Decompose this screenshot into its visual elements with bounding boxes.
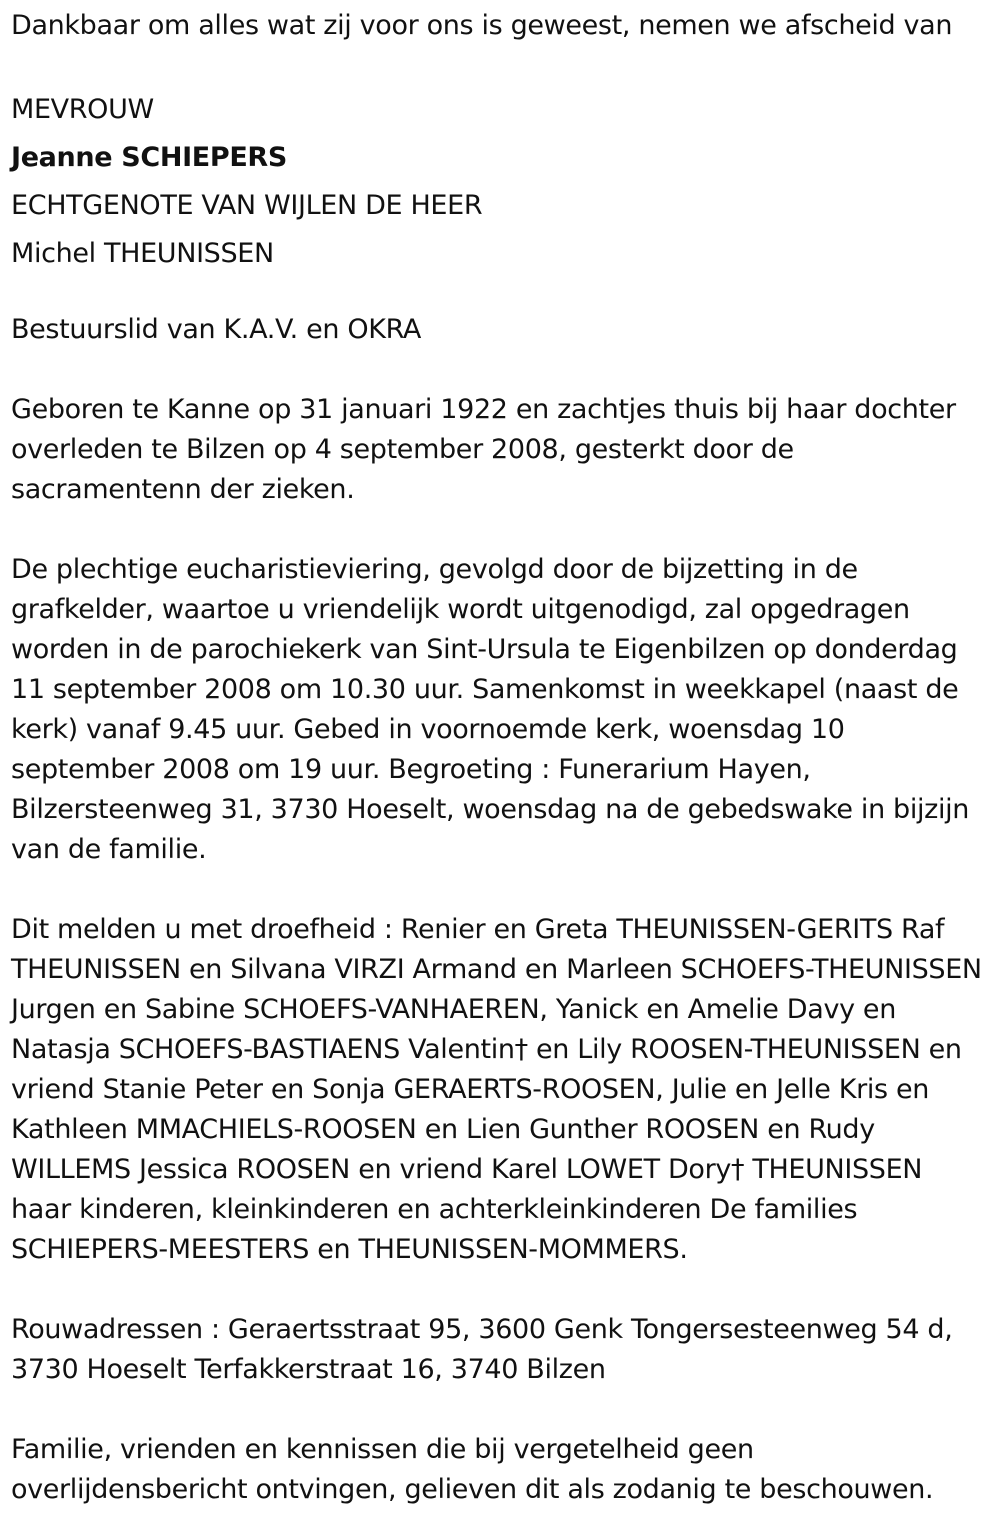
paragraph-line: 11 september 2008 om 10.30 uur. Samenkomst in weekkapel (naast de: [11, 674, 959, 705]
title-prefix: MEVROUW: [11, 94, 154, 125]
paragraph-line: grafkelder, waartoe u vriendelijk wordt uitgenodigd, zal opgedragen: [11, 594, 910, 625]
paragraph-line: vriend Stanie Peter en Sonja GERAERTS-ROOSEN, Julie en Jelle Kris en: [11, 1074, 930, 1105]
spouse-name: Michel THEUNISSEN: [11, 238, 274, 269]
paragraph-line: september 2008 om 19 uur. Begroeting : Funerarium Hayen,: [11, 754, 811, 785]
paragraph-line: sacramentenn der zieken.: [11, 474, 355, 505]
spacer: [11, 1390, 989, 1430]
spacer: [11, 350, 989, 390]
deceased-header: [11, 86, 989, 278]
mourning-addresses-paragraph: [11, 1310, 989, 1390]
paragraph-line: WILLEMS Jessica ROOSEN en vriend Karel LOWET Dory† THEUNISSEN: [11, 1154, 923, 1185]
paragraph-line: Familie, vrienden en kennissen die bij vergetelheid geen: [11, 1434, 754, 1465]
paragraph-line: 3730 Hoeselt Terfakkerstraat 16, 3740 Bilzen: [11, 1354, 606, 1385]
obituary-document: [11, 6, 989, 1510]
intro-text: Dankbaar om alles wat zij voor ons is geweest, nemen we afscheid van: [11, 10, 953, 41]
paragraph-line: worden in de parochiekerk van Sint-Ursula te Eigenbilzen op donderdag: [11, 634, 958, 665]
paragraph-line: overleden te Bilzen op 4 september 2008, gesterkt door de: [11, 434, 794, 465]
paragraph-line: haar kinderen, kleinkinderen en achterkleinkinderen De families: [11, 1194, 858, 1225]
paragraph-line: THEUNISSEN en Silvana VIRZI Armand en Marleen SCHOEFS-THEUNISSEN: [11, 954, 982, 985]
paragraph-line: Bilzersteenweg 31, 3730 Hoeselt, woensdag na de gebedswake in bijzijn: [11, 794, 970, 825]
spacer: [11, 1270, 989, 1310]
paragraph-line: kerk) vanaf 9.45 uur. Gebed in voornoemde kerk, woensdag 10: [11, 714, 845, 745]
paragraph-line: De plechtige eucharistieviering, gevolgd door de bijzetting in de: [11, 554, 858, 585]
paragraph-line: Dit melden u met droefheid : Renier en Greta THEUNISSEN-GERITS Raf: [11, 914, 945, 945]
announcement-paragraph: [11, 910, 989, 1270]
paragraph-line: SCHIEPERS-MEESTERS en THEUNISSEN-MOMMERS.: [11, 1234, 688, 1265]
deceased-name: Jeanne SCHIEPERS: [11, 142, 287, 173]
paragraph-line: Geboren te Kanne op 31 januari 1922 en zachtjes thuis bij haar dochter: [11, 394, 956, 425]
membership-text: Bestuurslid van K.A.V. en OKRA: [11, 314, 422, 345]
spacer: [11, 870, 989, 910]
spacer: [11, 510, 989, 550]
birth-death-paragraph: [11, 390, 989, 510]
spacer: [11, 46, 989, 86]
spacer: [11, 278, 989, 310]
paragraph-line: van de familie.: [11, 834, 207, 865]
paragraph-line: Natasja SCHOEFS-BASTIAENS Valentin† en Lily ROOSEN-THEUNISSEN en: [11, 1034, 962, 1065]
closing-paragraph: [11, 1430, 989, 1510]
paragraph-line: Kathleen MMACHIELS-ROOSEN en Lien Gunther ROOSEN en Rudy: [11, 1114, 875, 1145]
spouse-label: ECHTGENOTE VAN WIJLEN DE HEER: [11, 190, 483, 221]
ceremony-paragraph: [11, 550, 989, 870]
paragraph-line: overlijdensbericht ontvingen, gelieven dit als zodanig te beschouwen.: [11, 1474, 934, 1505]
paragraph-line: Jurgen en Sabine SCHOEFS-VANHAEREN, Yanick en Amelie Davy en: [11, 994, 896, 1025]
paragraph-line: Rouwadressen : Geraertsstraat 95, 3600 Genk Tongersesteenweg 54 d,: [11, 1314, 953, 1345]
